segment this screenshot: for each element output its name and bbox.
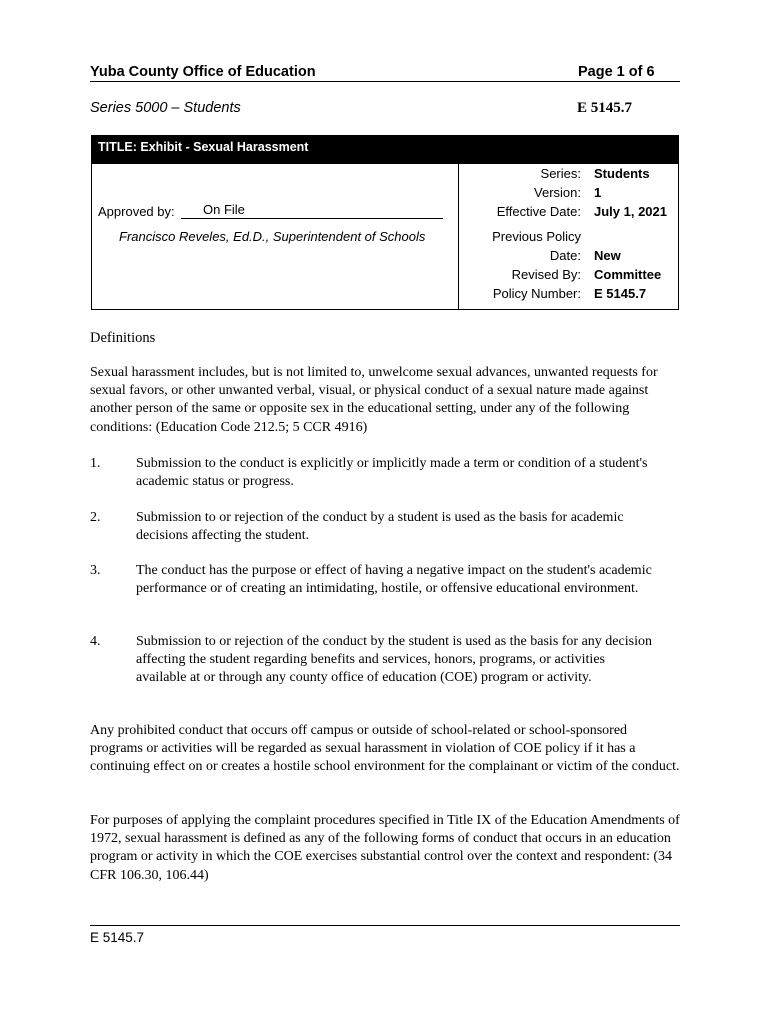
policy-info-box xyxy=(91,135,679,310)
footer-code: E 5145.7 xyxy=(90,930,145,945)
list-item-text: Submission to or rejection of the conduct by a student is used as the basis for academic decisions affecting the student. xyxy=(136,510,624,544)
list-item-text: Submission to or rejection of the conduct by the student is used as the basis for any decision affecting the student regarding benefits and services, honors, programs, or activities available at or through any county office of education (COE) program or activity. xyxy=(136,634,652,686)
policy-number-value: E 5145.7 xyxy=(594,286,647,301)
series-value: Students xyxy=(594,166,650,181)
revised-by-label: Revised By: xyxy=(511,267,581,282)
title-ix-paragraph: For purposes of applying the complaint procedures specified in Title IX of the Education Amendments of 1972, sexual harassment is defined as any of the following forms of conduct that occurs in an education program or activity in which the COE exercises substantial control over the context and respondent: (34 CFR 106.30, 106.44) xyxy=(90,813,680,883)
approved-by-label: Approved by: xyxy=(98,204,175,219)
list-item-text: The conduct has the purpose or effect of having a negative impact on the student's academic performance or of creating an intimidating, hostile, or offensive educational environment. xyxy=(136,563,652,597)
document-code: E 5145.7 xyxy=(577,100,633,116)
footer-rule xyxy=(90,925,680,926)
box-divider xyxy=(458,164,459,309)
page-header xyxy=(90,64,680,82)
policy-title: TITLE: Exhibit - Sexual Harassment xyxy=(98,140,309,154)
approved-by-field xyxy=(181,202,443,219)
page-number: Page 1 of 6 xyxy=(578,64,655,80)
series-label: Series: xyxy=(540,166,581,181)
list-item-number: 3. xyxy=(90,563,101,578)
approved-by-value: On File xyxy=(203,202,245,217)
organization-name: Yuba County Office of Education xyxy=(90,64,316,80)
previous-policy-date-label: Date: xyxy=(549,248,581,263)
list-item-text: Submission to the conduct is explicitly or implicitly made a term or condition of a student's academic status or progress. xyxy=(136,456,648,490)
section-heading: Definitions xyxy=(90,330,156,346)
offcampus-paragraph: Any prohibited conduct that occurs off campus or outside of school-related or school-sponsored programs or activities will be regarded as sexual harassment in violation of COE policy if it has a continuing effect on or creates a hostile school environment for the complainant or victim of the conduct. xyxy=(90,723,680,775)
previous-policy-label: Previous Policy xyxy=(492,229,581,244)
approver-name: Francisco Reveles, Ed.D., Superintendent of Schools xyxy=(119,229,426,244)
version-label: Version: xyxy=(534,185,581,200)
policy-number-label: Policy Number: xyxy=(492,286,581,301)
list-item-number: 4. xyxy=(90,634,101,649)
version-value: 1 xyxy=(594,185,602,200)
list-item-number: 1. xyxy=(90,456,101,471)
effective-date-value: July 1, 2021 xyxy=(594,204,667,219)
effective-date-label: Effective Date: xyxy=(496,204,581,219)
list-item-number: 2. xyxy=(90,510,101,525)
intro-paragraph: Sexual harassment includes, but is not limited to, unwelcome sexual advances, unwanted requests for sexual favors, or other unwanted verbal, visual, or physical conduct of a sexual nature made against another person of the same or opposite sex in the educational setting, under any of the following conditions: (Education Code 212.5; 5 CCR 4916) xyxy=(90,365,658,435)
title-bar xyxy=(92,136,678,164)
series-line: Series 5000 – Students xyxy=(90,100,241,116)
previous-policy-date-value: New xyxy=(594,248,621,263)
revised-by-value: Committee xyxy=(594,267,662,282)
